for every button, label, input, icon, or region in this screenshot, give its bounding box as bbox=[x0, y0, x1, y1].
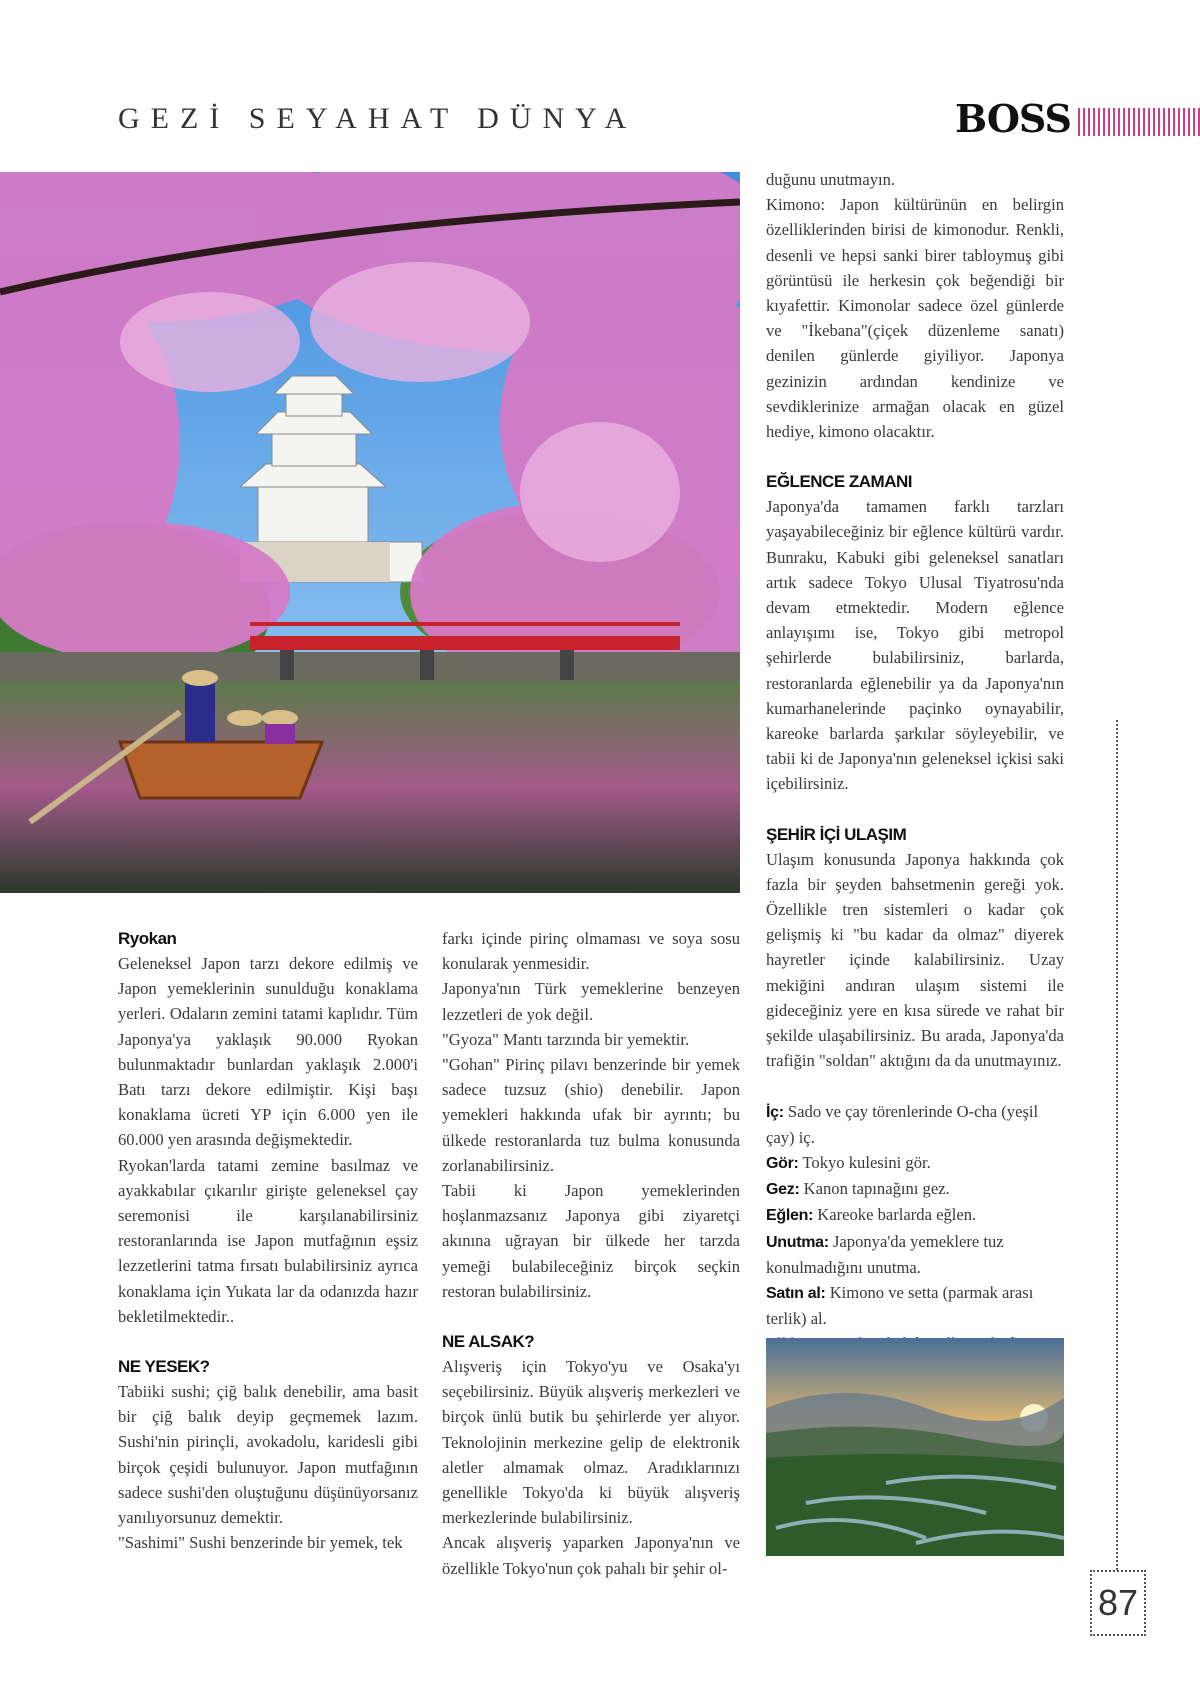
page-number: 87 bbox=[1090, 1570, 1146, 1636]
tip-label: Gör: bbox=[766, 1154, 799, 1172]
tip-label: İç: bbox=[766, 1103, 784, 1121]
article-column-2 bbox=[442, 926, 740, 1581]
ne-alsak-paragraph-1: Alışveriş için Tokyo'yu ve Osaka'yı seçebilirsiniz. Büyük alışveriş merkezleri ve birçok ünlü butik bu şehirlerde yer alıyor. Teknolojinin merkezine gelip de elektronik aletler almamak olmaz. Aradıklarınızı genellikle Tokyo'da ki büyük alışveriş merkezlerinde bulabilirsiniz. bbox=[442, 1357, 740, 1528]
tip-text: Sado ve çay törenlerinde O-cha (yeşil çay) iç. bbox=[766, 1101, 1039, 1147]
tip-item bbox=[766, 1280, 1064, 1331]
article-column-3 bbox=[766, 167, 1064, 1383]
tip-text: Kanon tapınağını gez. bbox=[799, 1179, 950, 1199]
cherry-blossom-castle-illustration bbox=[0, 172, 740, 893]
ne-yesek-paragraph-1: Tabiiki sushi; çiğ balık denebilir, ama basit bir çiğ balık deyip geçmemek lazım. Sushi'nin pirinçli, avokadolu, karidesli gibi birçok çeşidi bulunuyor. Japon mutfağının sadece sushi'den oluştuğunu düşünüyorsanız yanılıyorsunuz demektir. bbox=[118, 1382, 418, 1528]
paragraph: "Gohan" Pirinç pilavı benzerinde bir yemek sadece tuzsuz (shio) denebilir. Japon yemekleri hakkında ufak bir ayrıntı; bu ülkede restoranlarda tuz bulma konusunda zorlanabilirsiniz. bbox=[442, 1055, 740, 1175]
rice-terrace-photo bbox=[766, 1338, 1064, 1556]
paragraph: farkı içinde pirinç olmaması ve soya sosu konularak yenmesidir. bbox=[442, 929, 740, 974]
ne-alsak-paragraph-2: Ancak alışveriş yaparken Japonya'nın ve özellikle Tokyo'nun çok pahalı bir şehir ol- bbox=[442, 1533, 740, 1578]
tip-text: Tokyo kulesini gör. bbox=[798, 1152, 931, 1172]
paragraph: Tabii ki Japon yemeklerinden hoşlanmazsanız Japonya gibi ziyaretçi akınına uğrayan bir ülkede her tarzda yemeği bulabileceğiniz birçok seçkin restoran bulabilirsiniz. bbox=[442, 1181, 740, 1301]
ryokan-paragraph-2: Ryokan'larda tatami zemine basılmaz ve ayakkabılar çıkarılır girişte geleneksel çay seremonisi ile karşılanabilirsiniz restoranlarında ise Japon mutfağının eşsiz lezzetlerini tatma fırsatı bulabilirsiniz ayrıca konaklama için Yukata lar da odanızda hazır bekletilmektedir.. bbox=[118, 1155, 418, 1326]
ryokan-paragraph-1: Geleneksel Japon tarzı dekore edilmiş ve Japon yemeklerinin sunulduğu konaklama yerleri. Odaların zemini tatami kaplıdır. Tüm Japonya'ya yaklaşık 90.000 Ryokan bulunmaktadır bunlardan yaklaşık 2.000'i Batı tarzı dekore edilmiştir. Kişi başı konaklama ücreti YP için 6.000 yen ile 60.000 yen arasında değişmektedir. bbox=[118, 954, 418, 1150]
tip-label: Gez: bbox=[766, 1181, 800, 1199]
paragraph: Japonya'nın Türk yemeklerine benzeyen lezzetleri de yok değil. bbox=[442, 979, 740, 1024]
tip-item bbox=[766, 1229, 1064, 1280]
tip-item bbox=[766, 1150, 1064, 1176]
paragraph: "Gyoza" Mantı tarzında bir yemektir. bbox=[442, 1029, 690, 1049]
ne-alsak-heading: NE ALSAK? bbox=[442, 1332, 535, 1352]
tip-item bbox=[766, 1099, 1064, 1150]
ryokan-heading: Ryokan bbox=[118, 929, 177, 948]
eglence-paragraph: Japonya'da tamamen farklı tarzları yaşayabileceğiniz bir eğlence kültürü vardır. Bunraku, Kabuki gibi geleneksel sanatları artık sadece Tokyo Ulusal Tiyatrosu'nda devam etmektedir. Modern eğlence anlayışımı ise, Tokyo gibi metropol şehirlerde bulabilirsiniz, barlarda, restoranlarda eğlenebilir ya da Japonya'nın kumarhanelerinde paçinko oynayabilir, kareoke barlarda şarkılar söyleyebilir, ve tabii ki de Japonya'nın geleneksel içkisi saki içebilirsiniz. bbox=[766, 497, 1064, 794]
tip-label: Eğlen: bbox=[766, 1207, 814, 1225]
page-border-decoration bbox=[1116, 720, 1118, 1570]
tip-label: Satın al: bbox=[766, 1284, 826, 1302]
tip-text: Kimono ve setta (parmak arası terlik) al. bbox=[766, 1282, 1034, 1329]
tip-item bbox=[766, 1202, 1064, 1228]
ulasim-heading: ŞEHİR İÇİ ULAŞIM bbox=[766, 824, 907, 844]
ne-yesek-heading: NE YESEK? bbox=[118, 1357, 210, 1377]
tip-item bbox=[766, 1176, 1064, 1202]
magazine-logo: BOSS bbox=[955, 96, 1071, 141]
hero-photo bbox=[0, 172, 740, 893]
section-title: GEZİ SEYAHAT DÜNYA bbox=[118, 102, 638, 135]
ulasim-paragraph: Ulaşım konusunda Japonya hakkında çok fazla bir şeyden bahsetmenin gereği yok. Özellikle tren sistemleri o kadar çok gelişmiş ki "bu kadar da olmaz" diyerek hayretler içinde kalabilirsiniz. Uzay mekiğini andıran ulaşım sistemi ile gideceğiniz yere en kısa sürede ve rahat bir şekilde ulaşabilirsiniz. Bu arada, Japonya'da trafiğin "soldan" aktığını da da unutmayınız. bbox=[766, 849, 1064, 1071]
tip-label: Unutma: bbox=[766, 1233, 829, 1251]
article-column-1 bbox=[118, 926, 418, 1555]
ne-yesek-paragraph-2: "Sashimi" Sushi benzerinde bir yemek, tek bbox=[118, 1533, 403, 1553]
tip-text: Japonya'da yemeklere tuz konulmadığını unutma. bbox=[766, 1231, 1004, 1277]
eglence-heading: EĞLENCE ZAMANI bbox=[766, 472, 912, 492]
paragraph: duğunu unutmayın. bbox=[766, 170, 896, 189]
tip-text: Kareoke barlarda eğlen. bbox=[813, 1205, 977, 1225]
kimono-paragraph: Kimono: Japon kültürünün en belirgin özelliklerinden birisi de kimonodur. Renkli, desenli ve hepsi sanki birer tabloymuş gibi görüntüsü ile herkesin çok beğendiği bir kıyafettir. Kimonolar sadece özel günlerde ve "İkebana"(çiçek düzenleme sanatı) denilen günlerde giyiliyor. Japonya gezinizin ardından kendinize ve sevdiklerinize armağan olacak en güzel hediye, kimono olacaktır. bbox=[766, 195, 1064, 442]
logo-stripe-decoration bbox=[1078, 108, 1200, 136]
